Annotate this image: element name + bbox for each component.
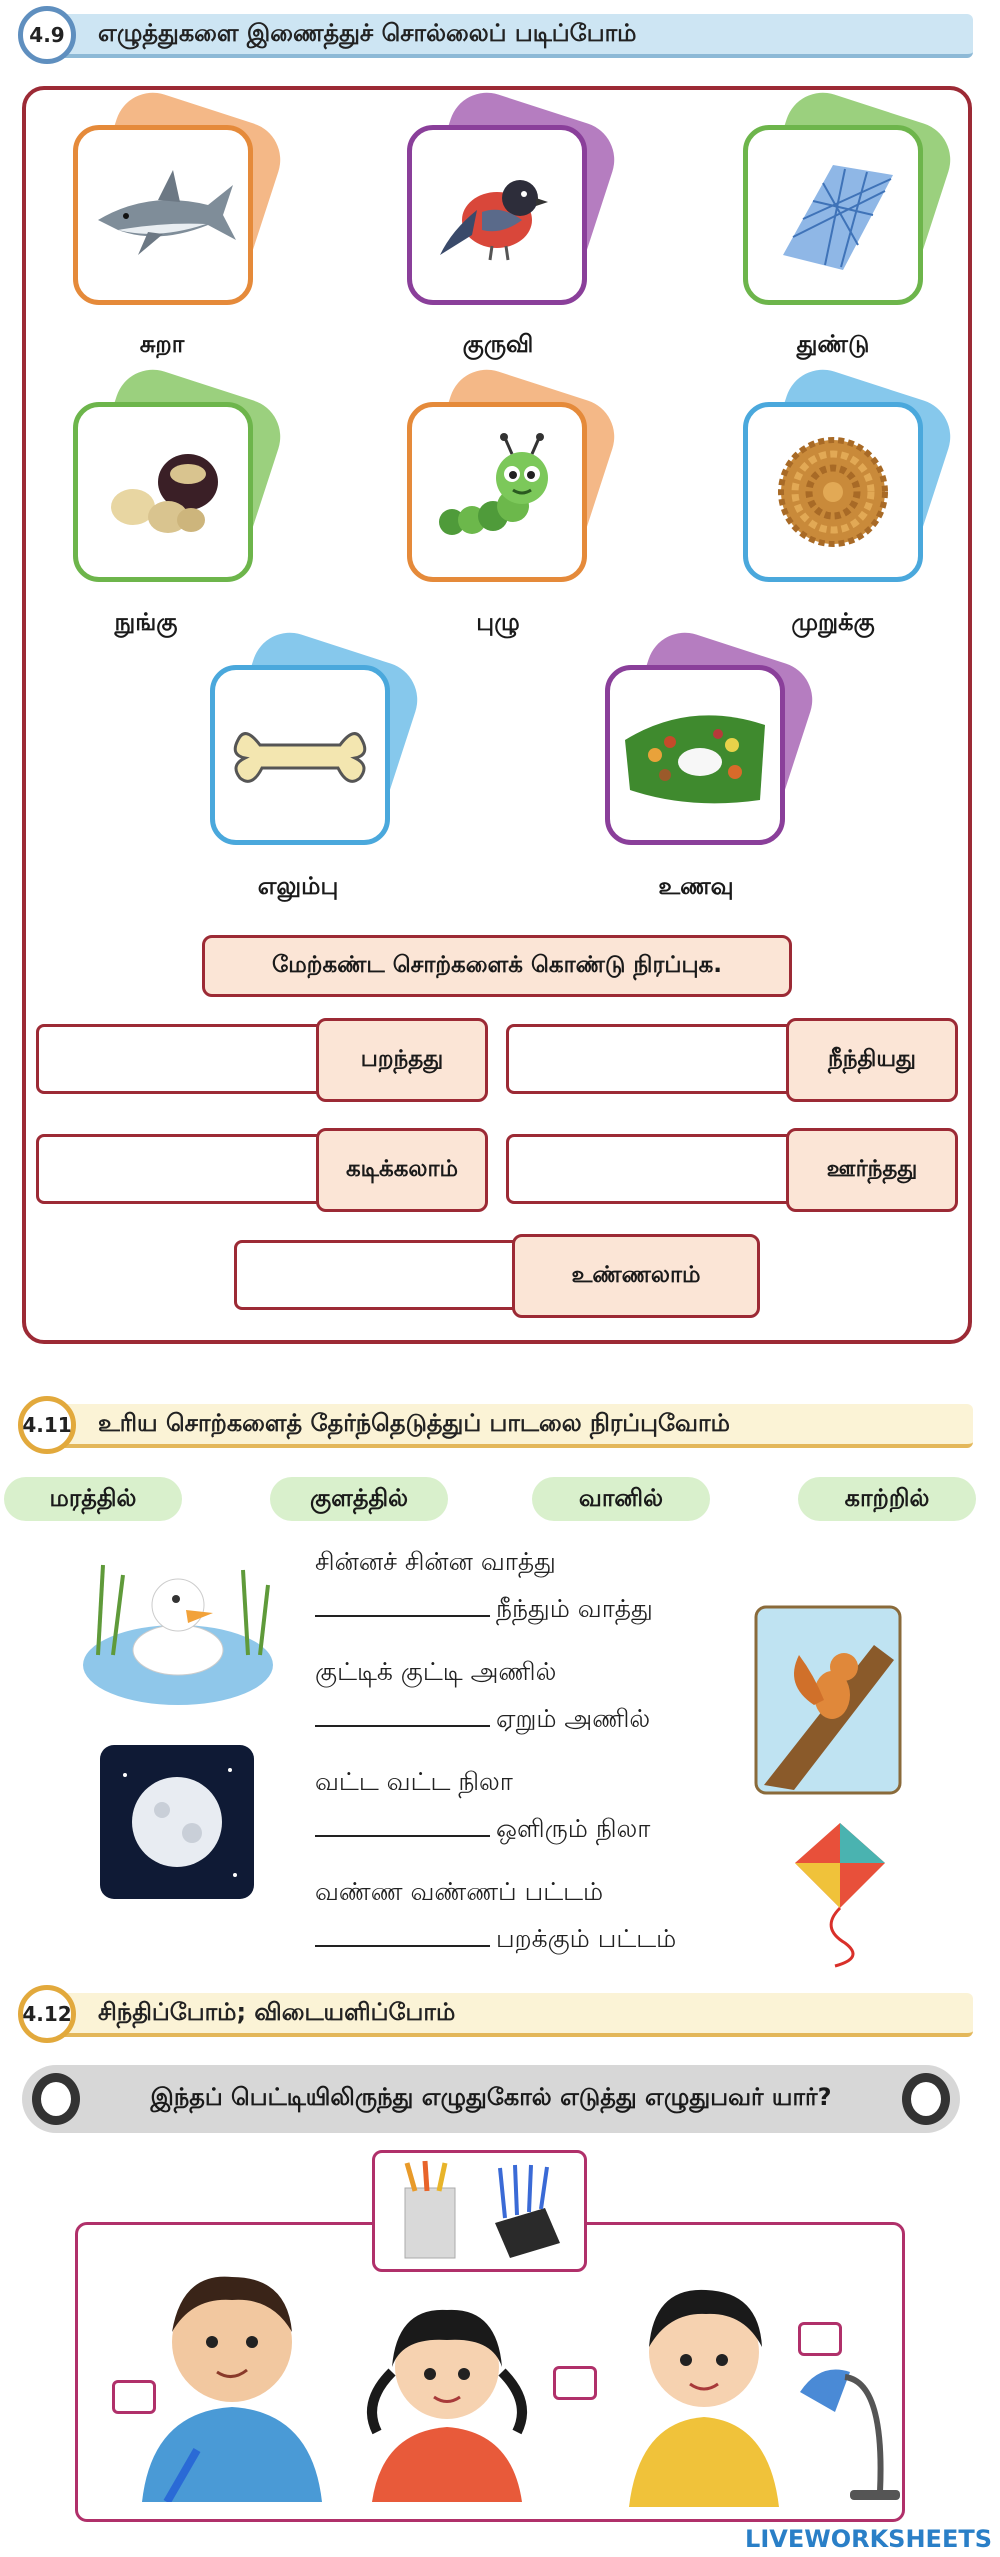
picture-card-towel xyxy=(738,105,938,305)
desk-lamp-icon xyxy=(790,2352,900,2502)
answer-input[interactable] xyxy=(506,1134,816,1204)
poem-blank-line xyxy=(315,1814,650,1847)
answer-checkbox[interactable] xyxy=(112,2380,156,2414)
picture-label: துண்டு xyxy=(796,330,870,358)
poem-line: சின்னச் சின்ன வாத்து xyxy=(315,1547,556,1576)
answer-input[interactable] xyxy=(36,1134,346,1204)
watermark-logo: LIVEWORKSHEETS xyxy=(745,2525,992,2553)
picture-card-bone xyxy=(205,645,405,845)
section-header-4-12 xyxy=(18,1985,973,2043)
kite-icon xyxy=(785,1818,895,1968)
question-text: இந்தப் பெட்டியிலிருந்து எழுதுகோல் எடுத்து எழுதுபவர் யார்? xyxy=(150,2083,832,2111)
word-option: உண்ணலாம் xyxy=(512,1234,760,1318)
section-title: சிந்திப்போம்; விடையளிப்போம் xyxy=(98,1998,456,2026)
picture-label: உணவு xyxy=(658,872,734,900)
answer-checkbox[interactable] xyxy=(553,2366,597,2400)
word-option: பறந்தது xyxy=(316,1018,488,1102)
poem-line: வண்ண வண்ணப் பட்டம் xyxy=(315,1877,604,1906)
fill-row xyxy=(36,1128,488,1202)
palm-fruit-icon xyxy=(93,442,233,542)
word-option: ஊர்ந்தது xyxy=(786,1128,958,1212)
blank-input[interactable] xyxy=(315,1925,490,1947)
answer-input[interactable] xyxy=(234,1240,530,1310)
towel-icon xyxy=(763,155,903,275)
answer-input[interactable] xyxy=(36,1024,346,1094)
picture-card-murukku xyxy=(738,382,938,582)
picture-card-shark xyxy=(68,105,268,305)
section-number: 4.9 xyxy=(18,6,76,64)
poem-text: ஒளிரும் நிலா xyxy=(496,1814,651,1843)
picture-card-bird xyxy=(402,105,602,305)
section-header-4-11 xyxy=(18,1396,973,1454)
picture-label: குருவி xyxy=(462,330,534,358)
boy-thinking-icon xyxy=(122,2242,342,2502)
question-bar xyxy=(22,2065,960,2133)
pencil-box-icon xyxy=(372,2150,587,2272)
picture-label: புழு xyxy=(476,608,520,636)
instruction-box: மேற்கண்ட சொற்களைக் கொண்டு நிரப்புக. xyxy=(202,935,792,997)
fill-row xyxy=(36,1018,488,1092)
picture-label: எலும்பு xyxy=(257,872,339,900)
option-pill[interactable]: குளத்தில் xyxy=(270,1477,448,1521)
fill-row xyxy=(234,1234,760,1308)
poem-line: குட்டிக் குட்டி அணில் xyxy=(315,1657,557,1686)
section-title: உரிய சொற்களைத் தேர்ந்தெடுத்துப் பாடலை நிரப்புவோம் xyxy=(98,1409,730,1437)
blank-input[interactable] xyxy=(315,1705,490,1727)
blank-input[interactable] xyxy=(315,1595,490,1617)
bird-icon xyxy=(432,160,562,270)
picture-label: நுங்கு xyxy=(114,608,178,636)
poem-text: ஏறும் அணில் xyxy=(496,1704,651,1733)
moon-icon xyxy=(100,1745,254,1899)
bone-icon xyxy=(230,720,370,790)
section-number: 4.11 xyxy=(18,1396,76,1454)
fill-row xyxy=(506,1128,958,1202)
option-pill[interactable]: வானில் xyxy=(532,1477,710,1521)
picture-label: முறுக்கு xyxy=(791,608,875,636)
fill-row xyxy=(506,1018,958,1092)
poem-text: நீந்தும் வாத்து xyxy=(496,1594,653,1623)
poem-blank-line xyxy=(315,1924,676,1957)
option-pill[interactable]: மரத்தில் xyxy=(4,1477,182,1521)
picture-card-meal xyxy=(600,645,800,845)
caterpillar-icon xyxy=(427,432,567,552)
picture-card-palm-fruit xyxy=(68,382,268,582)
poem-line: வட்ட வட்ட நிலா xyxy=(315,1767,513,1796)
word-option: கடிக்கலாம் xyxy=(316,1128,488,1212)
squirrel-icon xyxy=(754,1605,902,1795)
meal-icon xyxy=(620,700,770,810)
word-option: நீந்தியது xyxy=(786,1018,958,1102)
poem-blank-line xyxy=(315,1594,653,1627)
section-number: 4.12 xyxy=(18,1985,76,2043)
boy-writing-icon xyxy=(614,2262,804,2507)
blank-input[interactable] xyxy=(315,1815,490,1837)
poem-text: பறக்கும் பட்டம் xyxy=(496,1924,677,1953)
girl-writing-icon xyxy=(352,2282,542,2502)
picture-card-caterpillar xyxy=(402,382,602,582)
shark-icon xyxy=(88,160,238,270)
section-header-4-9 xyxy=(18,6,973,64)
murukku-icon xyxy=(773,432,893,552)
option-pill[interactable]: காற்றில் xyxy=(798,1477,976,1521)
section-title: எழுத்துகளை இணைத்துச் சொல்லைப் படிப்போம் xyxy=(98,19,637,47)
answer-input[interactable] xyxy=(506,1024,816,1094)
duck-icon xyxy=(78,1535,278,1715)
picture-label: சுறா xyxy=(139,330,185,358)
answer-checkbox[interactable] xyxy=(798,2322,842,2356)
poem-blank-line xyxy=(315,1704,650,1737)
